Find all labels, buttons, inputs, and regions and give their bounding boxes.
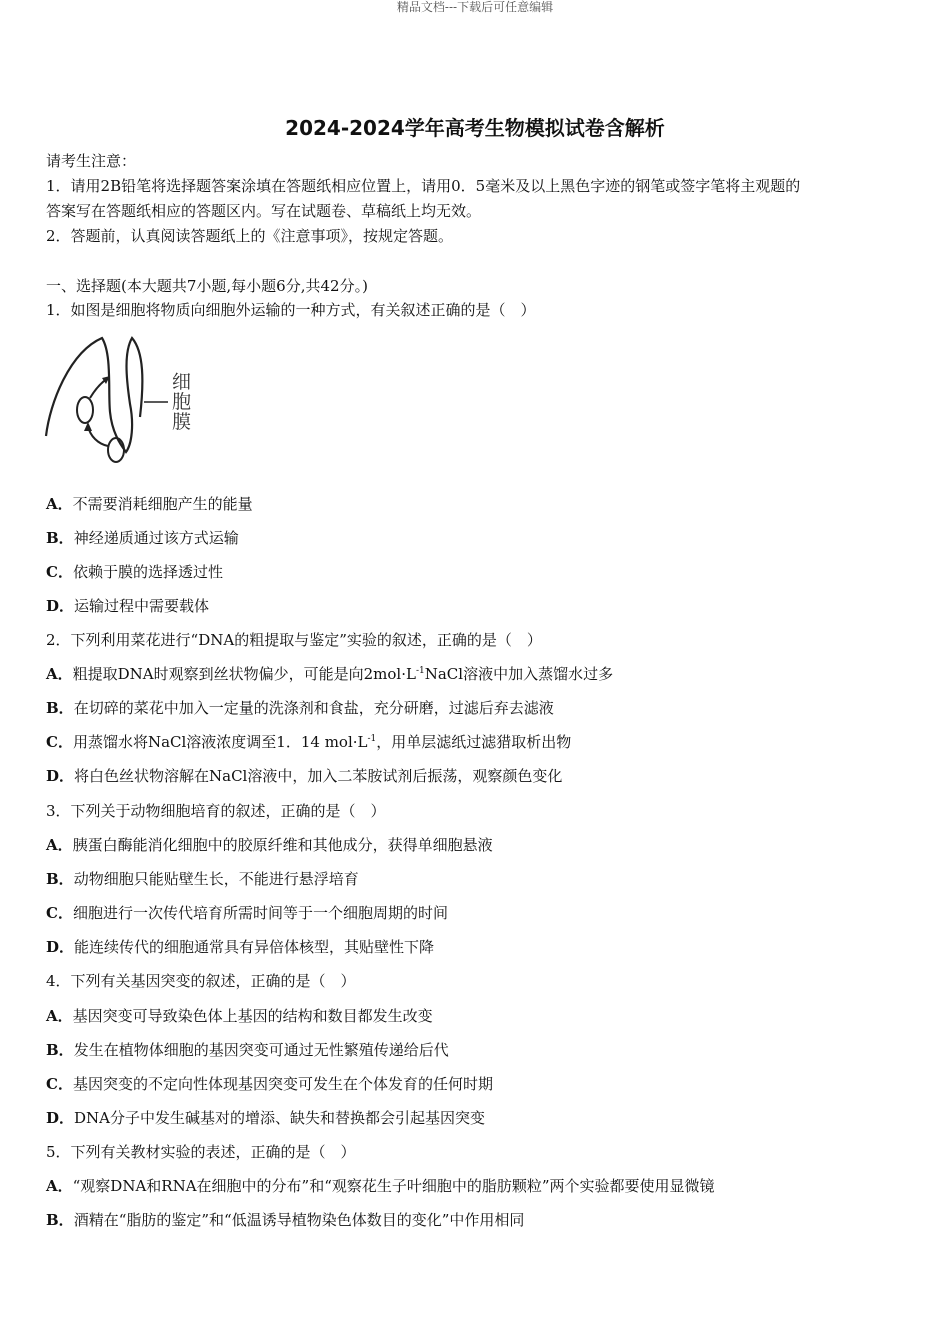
option-label: A． [46, 1177, 73, 1195]
option-1b[interactable] [46, 529, 239, 547]
notice-line-2: 答案写在答题纸相应的答题区内。写在试题卷、草稿纸上均无效。 [46, 202, 482, 220]
option-text: 酒精在“脂肪的鉴定”和“低温诱导植物染色体数目的变化”中作用相同 [73, 1211, 525, 1229]
page-header: 精品文档---下载后可任意编辑 [396, 0, 554, 14]
option-2c[interactable] [46, 733, 571, 751]
membrane-label-char: 膜 [172, 411, 192, 433]
option-label: C． [46, 904, 73, 922]
option-text: 运输过程中需要载体 [74, 597, 210, 615]
option-4b[interactable] [46, 1041, 449, 1059]
option-2b[interactable] [46, 699, 554, 717]
option-label: D． [46, 1109, 75, 1127]
question-1-stem: 1．如图是细胞将物质向细胞外运输的一种方式，有关叙述正确的是（ ） [46, 301, 536, 319]
superscript: -1 [415, 666, 425, 676]
option-label: C． [46, 1075, 73, 1093]
option-label: C． [46, 733, 73, 751]
option-label: A． [46, 665, 73, 683]
option-5a[interactable] [46, 1177, 715, 1195]
option-4c[interactable] [46, 1075, 493, 1093]
option-label: B． [46, 1041, 74, 1059]
option-label: D． [46, 938, 75, 956]
option-text: 粗提取DNA时观察到丝状物偏少，可能是向2mol·L [72, 665, 416, 683]
cell-membrane-figure [40, 332, 210, 467]
option-label: B． [46, 870, 74, 888]
option-label: B． [46, 1211, 74, 1229]
question-2-stem: 2．下列利用菜花进行“DNA的粗提取与鉴定”实验的叙述，正确的是（ ） [46, 631, 542, 649]
option-label: D． [46, 597, 75, 615]
option-label: D． [46, 767, 75, 785]
option-label: C． [46, 563, 73, 581]
option-4d[interactable] [46, 1109, 485, 1127]
option-text: ，用单层滤纸过滤猎取析出物 [376, 733, 572, 751]
option-3c[interactable] [46, 904, 448, 922]
membrane-label-char: 细 [172, 371, 192, 393]
option-1d[interactable] [46, 597, 209, 615]
option-text: 发生在植物体细胞的基因突变可通过无性繁殖传递给后代 [73, 1041, 449, 1059]
option-label: A． [46, 1007, 73, 1025]
option-2d[interactable] [46, 767, 562, 785]
option-text: 依赖于膜的选择透过性 [72, 563, 223, 581]
option-text: “观察DNA和RNA在细胞中的分布”和“观察花生子叶细胞中的脂肪颗粒”两个实验都要使用显微镜 [72, 1177, 715, 1195]
option-text: 用蒸馏水将NaCl溶液浓度调至1．14 mol·L [72, 733, 368, 751]
option-text: 神经递质通过该方式运输 [73, 529, 239, 547]
option-3d[interactable] [46, 938, 434, 956]
option-1c[interactable] [46, 563, 223, 581]
option-label: B． [46, 699, 74, 717]
notice-line-3: 2．答题前，认真阅读答题纸上的《注意事项》，按规定答题。 [46, 227, 454, 245]
option-5b[interactable] [46, 1211, 524, 1229]
notice-heading: 请考生注意： [46, 152, 137, 170]
option-3b[interactable] [46, 870, 359, 888]
membrane-label-char: 胞 [172, 391, 192, 413]
option-text: 不需要消耗细胞产生的能量 [72, 495, 253, 513]
option-text: 基因突变的不定向性体现基因突变可发生在个体发育的任何时期 [72, 1075, 493, 1093]
option-text: 在切碎的菜花中加入一定量的洗涤剂和食盐，充分研磨，过滤后弃去滤液 [73, 699, 554, 717]
option-1a[interactable] [46, 495, 253, 513]
option-text: 将白色丝状物溶解在NaCl溶液中，加入二苯胺试剂后振荡，观察颜色变化 [74, 767, 563, 785]
option-2a[interactable] [46, 665, 613, 683]
question-3-stem: 3．下列关于动物细胞培育的叙述，正确的是（ ） [46, 802, 386, 820]
option-3a[interactable] [46, 836, 493, 854]
notice-line-1: 1．请用2B铅笔将选择题答案涂填在答题纸相应位置上，请用0．5毫米及以上黑色字迹的钢笔或签字笔将主观题的 [46, 177, 801, 195]
option-label: A． [46, 836, 73, 854]
option-text: DNA分子中发生碱基对的增添、缺失和替换都会引起基因突变 [74, 1109, 486, 1127]
option-text: NaCl溶液中加入蒸馏水过多 [424, 665, 614, 683]
option-text: 胰蛋白酶能消化细胞中的胶原纤维和其他成分，获得单细胞悬液 [72, 836, 493, 854]
option-text: 基因突变可导致染色体上基因的结构和数目都发生改变 [72, 1007, 433, 1025]
superscript: -1 [367, 734, 377, 744]
section-heading: 一、选择题(本大题共7小题,每小题6分,共42分。) [46, 277, 368, 295]
question-5-stem: 5．下列有关教材实验的表述，正确的是（ ） [46, 1143, 356, 1161]
document-title: 2024-2024学年高考生物模拟试卷含解析 [285, 116, 665, 140]
option-text: 能连续传代的细胞通常具有异倍体核型，其贴壁性下降 [74, 938, 435, 956]
membrane-label [172, 372, 196, 432]
option-text: 动物细胞只能贴壁生长，不能进行悬浮培育 [73, 870, 359, 888]
option-text: 细胞进行一次传代培育所需时间等于一个细胞周期的时间 [72, 904, 448, 922]
option-4a[interactable] [46, 1007, 433, 1025]
question-4-stem: 4．下列有关基因突变的叙述，正确的是（ ） [46, 972, 356, 990]
option-label: A． [46, 495, 73, 513]
option-label: B． [46, 529, 74, 547]
